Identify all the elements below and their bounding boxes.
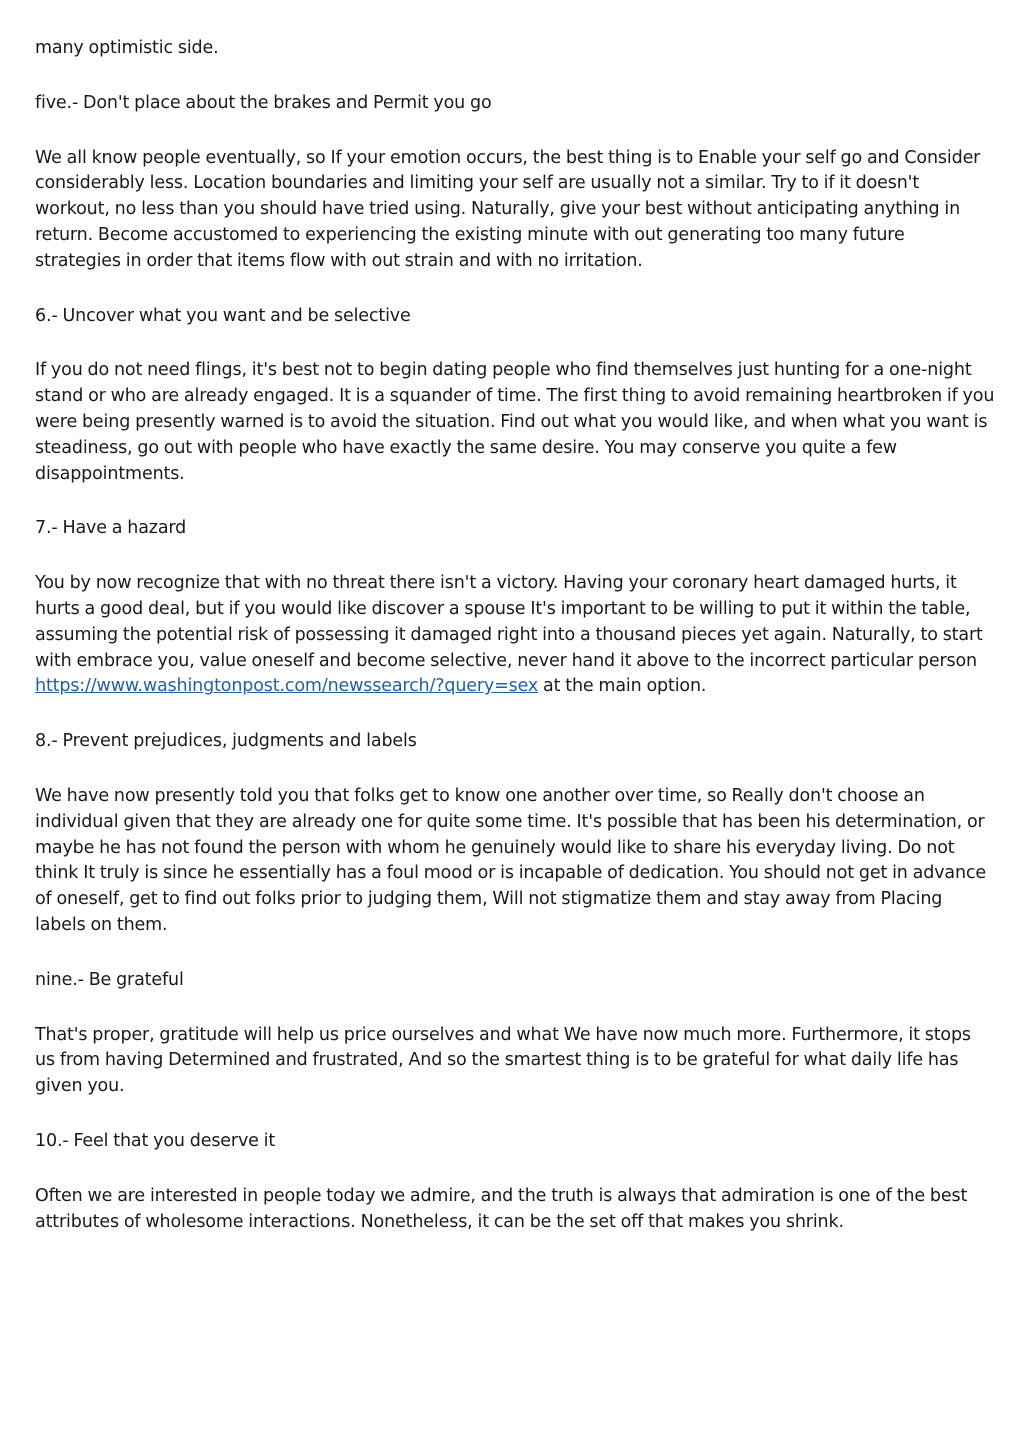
washingtonpost-link[interactable]: https://www.washingtonpost.com/newssearch/?query=sex: [35, 676, 539, 697]
section-body-6: If you do not need flings, it's best not to begin dating people who find themselves just hunting for a one-night stand or who are already engaged. It is a squander of time. The first thing to avoid remaining heartbroken if you were being presently warned is to avoid the situation. Find out what you would like, and when what you want is steadiness, go out with people who have exactly the same desire. You may conserve you quite a few disappointments.: [35, 360, 995, 484]
section-body-8: We have now presently told you that folks get to know one another over time, so Really don't choose an individual given that they are already one for quite some time. It's possible that has been his determination, or maybe he has not found the person with whom he genuinely would like to share his everyday living. Do not think It truly is since he essentially has a foul mood or is incapable of dedication. You should not get in advance of oneself, get to find out folks prior to judging them, Will not stigmatize them and stay away from Placing labels on them.: [35, 785, 987, 935]
section-heading-8: 8.- Prevent prejudices, judgments and labels: [35, 731, 417, 752]
document-body: [35, 36, 995, 1264]
section-body-10: Often we are interested in people today we admire, and the truth is always that admiration is one of the best attributes of wholesome interactions. Nonetheless, it can be the set off that makes you shrink.: [35, 1185, 968, 1232]
section-heading-10: 10.- Feel that you deserve it: [35, 1130, 276, 1151]
section-body-7-text: You by now recognize that with no threat there isn't a victory. Having your coronary heart damaged hurts, it hurts a good deal, but if you would like discover a spouse It's important to be willing to put it within the table, assuming the potential risk of possessing it damaged right into a thousand pieces yet again. Naturally, to start with embrace you, value oneself and become selective, never hand it above to the incorrect particular person: [35, 573, 983, 671]
section-body-7-tail: at the main option.: [538, 676, 707, 697]
paragraph-intro-fragment: many optimistic side.: [35, 38, 219, 58]
section-heading-6: 6.- Uncover what you want and be selective: [35, 305, 411, 326]
section-heading-7: 7.- Have a hazard: [35, 518, 187, 539]
section-body-5: We all know people eventually, so If your emotion occurs, the best thing is to Enable your self go and Consider considerably less. Location boundaries and limiting your self are usually not a similar. Try to if it doesn't workout, no less than you should have tried using. Naturally, give your best without anticipating anything in return. Become accustomed to experiencing the existing minute with out generating too many future strategies in order that items flow with out strain and with no irritation.: [35, 147, 981, 271]
section-heading-9: nine.- Be grateful: [35, 969, 184, 990]
section-body-7: [35, 571, 995, 700]
section-heading-5: five.- Don't place about the brakes and Permit you go: [35, 92, 492, 113]
section-body-9: That's proper, gratitude will help us price ourselves and what We have now much more. Furthermore, it stops us from having Determined and frustrated, And so the smartest thing is to be grateful for what daily life has given you.: [35, 1024, 971, 1097]
